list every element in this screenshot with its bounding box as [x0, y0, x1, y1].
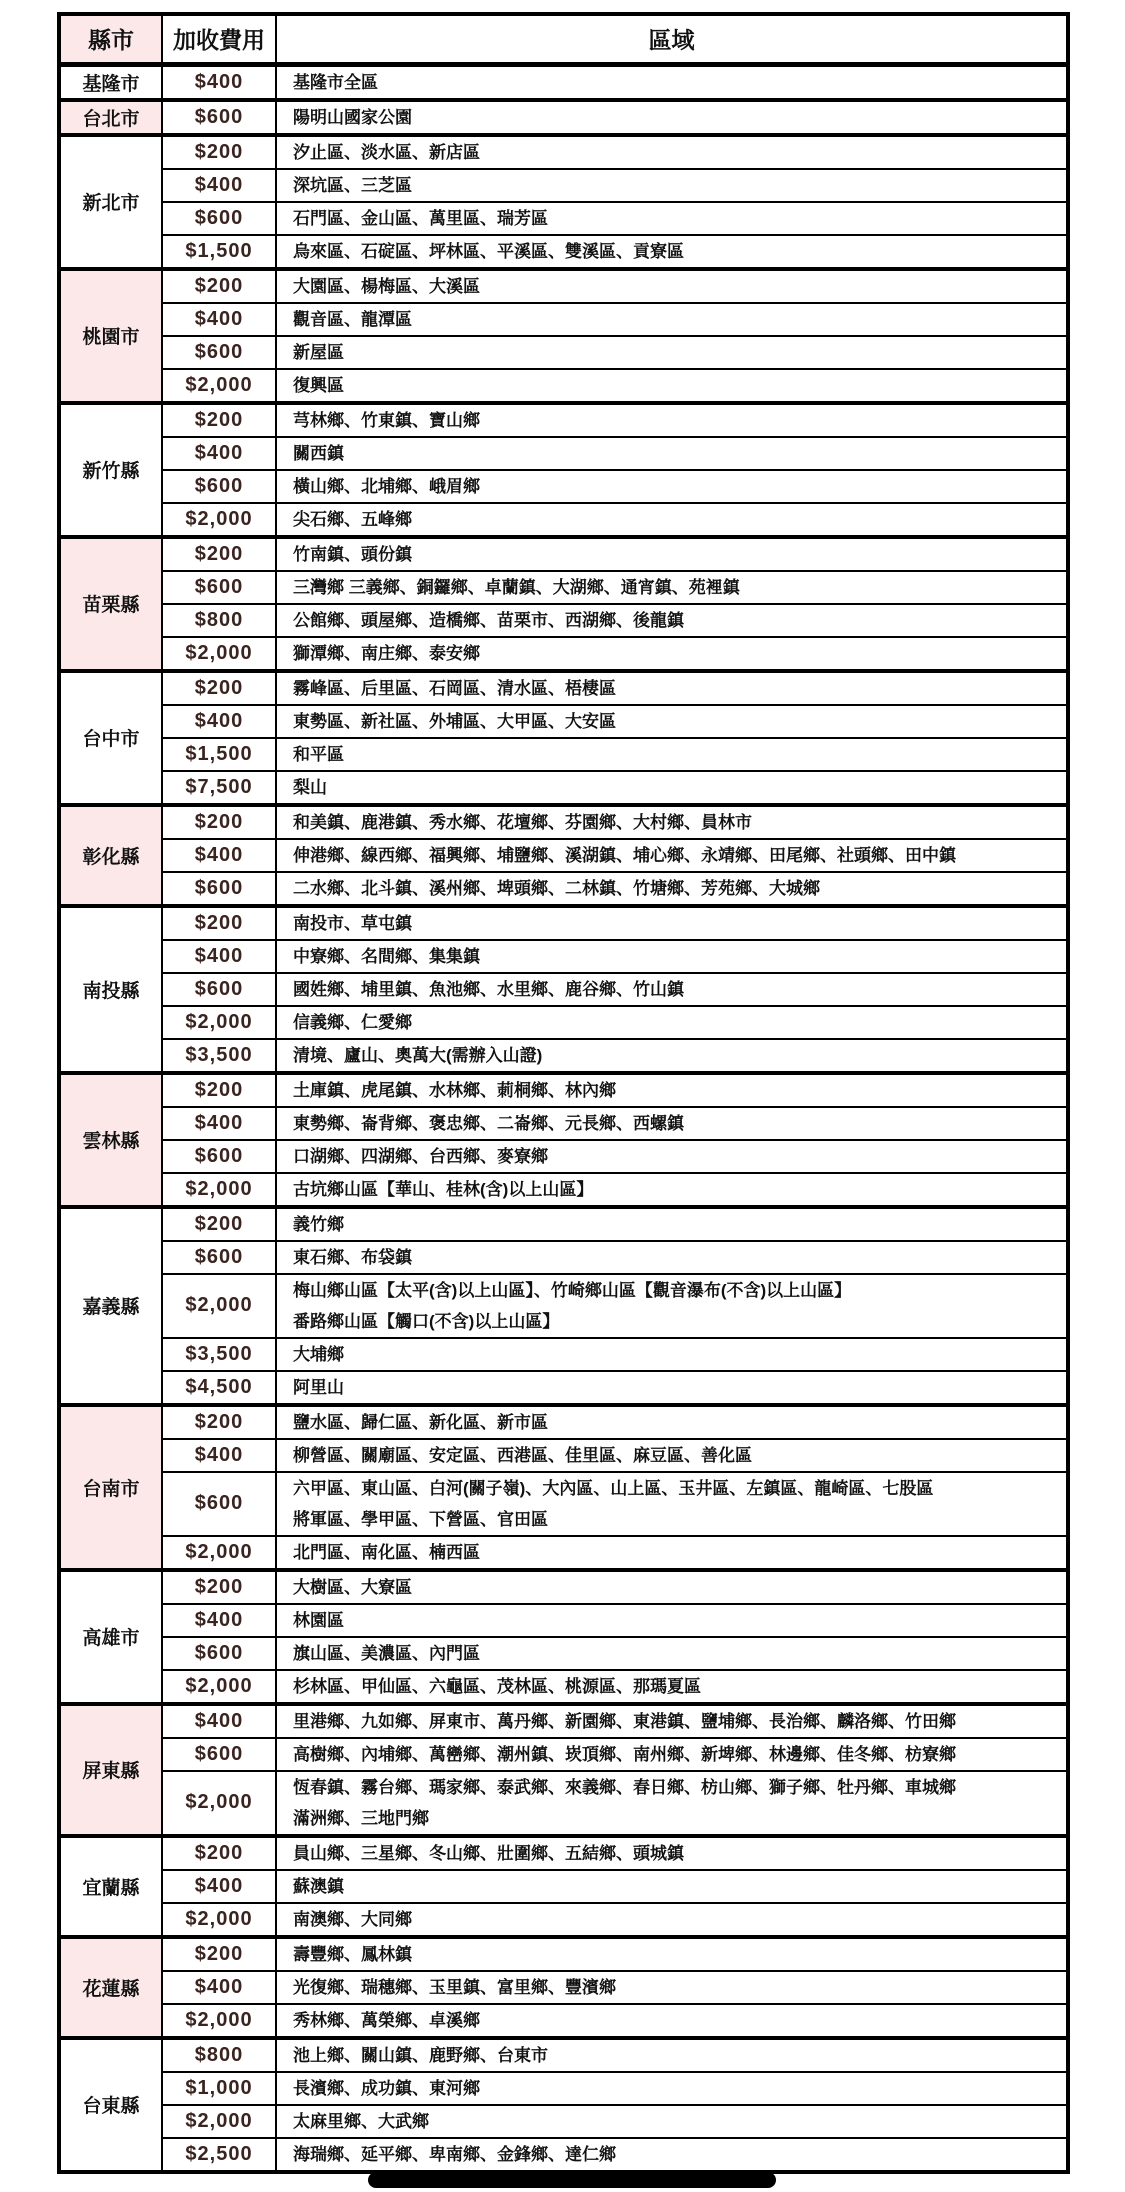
- fee-cell: $400: [162, 839, 276, 872]
- table-row: [59, 1704, 1068, 1738]
- region-cell: [276, 437, 1068, 470]
- region-line: 汐止區、淡水區、新店區: [293, 142, 480, 162]
- table-row: [59, 1338, 1068, 1371]
- region-line: 海瑞鄉、延平鄉、卑南鄉、金鋒鄉、達仁鄉: [293, 2144, 616, 2164]
- table-row: [59, 1439, 1068, 1472]
- region-line: 柳營區、關廟區、安定區、西港區、佳里區、麻豆區、善化區: [293, 1445, 752, 1465]
- fee-cell: $1,000: [162, 2072, 276, 2105]
- county-cell: 屏東縣: [59, 1704, 162, 1836]
- table-row: [59, 1241, 1068, 1274]
- fee-cell: $200: [162, 1570, 276, 1604]
- county-cell: 苗栗縣: [59, 537, 162, 671]
- fee-cell: $3,500: [162, 1338, 276, 1371]
- region-line: 獅潭鄉、南庄鄉、泰安鄉: [293, 643, 480, 663]
- region-line: 高樹鄉、內埔鄉、萬巒鄉、潮州鎮、崁頂鄉、南州鄉、新埤鄉、林邊鄉、佳冬鄉、枋寮鄉: [293, 1744, 956, 1764]
- fee-cell: $2,000: [162, 503, 276, 537]
- region-cell: [276, 1836, 1068, 1870]
- fee-cell: $2,000: [162, 1274, 276, 1338]
- fee-cell: $2,000: [162, 2105, 276, 2138]
- fee-cell: $2,000: [162, 1903, 276, 1937]
- table-row: [59, 1937, 1068, 1971]
- fee-cell: $600: [162, 1472, 276, 1536]
- fee-cell: $600: [162, 1140, 276, 1173]
- table-row: [59, 1604, 1068, 1637]
- region-cell: [276, 2072, 1068, 2105]
- region-line: 六甲區、東山區、白河(關子嶺)、大內區、山上區、玉井區、左鎮區、龍崎區、七股區: [293, 1478, 934, 1498]
- table-row: [59, 1637, 1068, 1670]
- region-cell: [276, 604, 1068, 637]
- region-cell: [276, 1604, 1068, 1637]
- region-cell: [276, 235, 1068, 269]
- fee-cell: $200: [162, 403, 276, 437]
- region-line: 深坑區、三芝區: [293, 175, 412, 195]
- region-cell: [276, 1937, 1068, 1971]
- fee-cell: $600: [162, 1637, 276, 1670]
- region-cell: [276, 1439, 1068, 1472]
- region-line: 石門區、金山區、萬里區、瑞芳區: [293, 208, 548, 228]
- fee-cell: $600: [162, 872, 276, 906]
- region-cell: [276, 1637, 1068, 1670]
- table-row: [59, 64, 1068, 100]
- region-cell: [276, 637, 1068, 671]
- region-cell: [276, 2004, 1068, 2038]
- table-row: [59, 437, 1068, 470]
- region-cell: [276, 503, 1068, 537]
- county-cell: 花蓮縣: [59, 1937, 162, 2038]
- region-line: 杉林區、甲仙區、六龜區、茂林區、桃源區、那瑪夏區: [293, 1676, 701, 1696]
- region-cell: [276, 705, 1068, 738]
- region-line: 和美鎮、鹿港鎮、秀水鄉、花壇鄉、芬園鄉、大村鄉、員林市: [293, 812, 752, 832]
- fee-cell: $400: [162, 64, 276, 100]
- region-line: 大園區、楊梅區、大溪區: [293, 276, 480, 296]
- table-row: [59, 604, 1068, 637]
- region-cell: [276, 1870, 1068, 1903]
- region-line: 太麻里鄉、大武鄉: [293, 2111, 429, 2131]
- table-row: [59, 2138, 1068, 2172]
- fee-cell: $2,000: [162, 1173, 276, 1207]
- region-line: 伸港鄉、線西鄉、福興鄉、埔鹽鄉、溪湖鎮、埔心鄉、永靖鄉、田尾鄉、社頭鄉、田中鎮: [293, 845, 956, 865]
- region-cell: [276, 671, 1068, 705]
- table-row: [59, 403, 1068, 437]
- fee-cell: $600: [162, 571, 276, 604]
- region-line: 口湖鄉、四湖鄉、台西鄉、麥寮鄉: [293, 1146, 548, 1166]
- fee-cell: $3,500: [162, 1039, 276, 1073]
- table-row: [59, 470, 1068, 503]
- table-row: [59, 169, 1068, 202]
- table-row: [59, 839, 1068, 872]
- region-cell: [276, 537, 1068, 571]
- region-cell: [276, 1771, 1068, 1836]
- fee-cell: $400: [162, 1704, 276, 1738]
- region-cell: [276, 2105, 1068, 2138]
- fee-cell: $400: [162, 1604, 276, 1637]
- region-line: 古坑鄉山區【華山、桂林(含)以上山區】: [293, 1179, 594, 1199]
- region-line: 芎林鄉、竹東鎮、寶山鄉: [293, 410, 480, 430]
- table-row: [59, 537, 1068, 571]
- region-line: 光復鄉、瑞穗鄉、玉里鎮、富里鄉、豐濱鄉: [293, 1977, 616, 1997]
- county-cell: 台中市: [59, 671, 162, 805]
- region-cell: [276, 202, 1068, 235]
- fee-cell: $2,500: [162, 2138, 276, 2172]
- region-cell: [276, 1140, 1068, 1173]
- table-row: [59, 1207, 1068, 1241]
- table-row: [59, 805, 1068, 839]
- region-line: 阿里山: [293, 1377, 344, 1397]
- fee-cell: $200: [162, 537, 276, 571]
- fee-cell: $200: [162, 1405, 276, 1439]
- table-row: [59, 906, 1068, 940]
- region-line: 梅山鄉山區【太平(含)以上山區】、竹崎鄉山區【觀音瀑布(不含)以上山區】: [293, 1280, 852, 1300]
- header-fee: 加收費用: [162, 14, 276, 64]
- fee-cell: $2,000: [162, 637, 276, 671]
- county-cell: 台南市: [59, 1405, 162, 1570]
- region-cell: [276, 906, 1068, 940]
- fee-cell: $400: [162, 169, 276, 202]
- region-cell: [276, 135, 1068, 169]
- region-line: 國姓鄉、埔里鎮、魚池鄉、水里鄉、鹿谷鄉、竹山鎮: [293, 979, 684, 999]
- fee-cell: $7,500: [162, 771, 276, 805]
- fee-cell: $600: [162, 336, 276, 369]
- region-cell: [276, 1039, 1068, 1073]
- region-cell: [276, 571, 1068, 604]
- region-line: 里港鄉、九如鄉、屏東市、萬丹鄉、新園鄉、東港鎮、鹽埔鄉、長治鄉、麟洛鄉、竹田鄉: [293, 1711, 956, 1731]
- table-row: [59, 1039, 1068, 1073]
- region-line: 清境、廬山、奧萬大(需辦入山證): [293, 1045, 543, 1065]
- fee-cell: $200: [162, 1937, 276, 1971]
- table-row: [59, 2038, 1068, 2072]
- region-cell: [276, 1738, 1068, 1771]
- table-row: [59, 872, 1068, 906]
- region-line: 員山鄉、三星鄉、冬山鄉、壯圍鄉、五結鄉、頭城鎮: [293, 1843, 684, 1863]
- header-region: 區域: [276, 14, 1068, 64]
- region-line: 北門區、南化區、楠西區: [293, 1542, 480, 1562]
- county-cell: 台東縣: [59, 2038, 162, 2172]
- table-row: [59, 135, 1068, 169]
- region-line: 滿洲鄉、三地門鄉: [293, 1808, 429, 1828]
- table-header-row: [59, 14, 1068, 64]
- county-cell: 新北市: [59, 135, 162, 269]
- region-cell: [276, 470, 1068, 503]
- region-line: 大埔鄉: [293, 1344, 344, 1364]
- table-row: [59, 1536, 1068, 1570]
- table-row: [59, 1140, 1068, 1173]
- fee-cell: $400: [162, 1870, 276, 1903]
- fee-cell: $200: [162, 135, 276, 169]
- table-row: [59, 1107, 1068, 1140]
- table-row: [59, 1903, 1068, 1937]
- fee-cell: $200: [162, 906, 276, 940]
- fee-cell: $800: [162, 604, 276, 637]
- county-cell: 雲林縣: [59, 1073, 162, 1207]
- fee-cell: $600: [162, 1241, 276, 1274]
- table-row: [59, 1870, 1068, 1903]
- table-row: [59, 1771, 1068, 1836]
- region-line: 土庫鎮、虎尾鎮、水林鄉、莿桐鄉、林內鄉: [293, 1080, 616, 1100]
- table-row: [59, 637, 1068, 671]
- table-row: [59, 771, 1068, 805]
- surcharge-fee-table: [57, 12, 1070, 2174]
- region-cell: [276, 805, 1068, 839]
- region-cell: [276, 269, 1068, 303]
- region-cell: [276, 1670, 1068, 1704]
- fee-cell: $2,000: [162, 1670, 276, 1704]
- fee-cell: $2,000: [162, 2004, 276, 2038]
- region-line: 尖石鄉、五峰鄉: [293, 509, 412, 529]
- county-cell: 高雄市: [59, 1570, 162, 1704]
- region-line: 和平區: [293, 744, 344, 764]
- region-line: 蘇澳鎮: [293, 1876, 344, 1896]
- region-cell: [276, 1241, 1068, 1274]
- region-cell: [276, 303, 1068, 336]
- fee-cell: $600: [162, 100, 276, 135]
- table-row: [59, 202, 1068, 235]
- region-cell: [276, 940, 1068, 973]
- county-cell: 南投縣: [59, 906, 162, 1073]
- region-line: 池上鄉、關山鎮、鹿野鄉、台東市: [293, 2045, 548, 2065]
- region-cell: [276, 1006, 1068, 1039]
- region-line: 關西鎮: [293, 443, 344, 463]
- region-line: 梨山: [293, 777, 327, 797]
- table-row: [59, 1274, 1068, 1338]
- table-row: [59, 738, 1068, 771]
- region-line: 東勢鄉、崙背鄉、褒忠鄉、二崙鄉、元長鄉、西螺鎮: [293, 1113, 684, 1133]
- county-cell: 新竹縣: [59, 403, 162, 537]
- region-cell: [276, 1903, 1068, 1937]
- fee-cell: $200: [162, 269, 276, 303]
- region-line: 義竹鄉: [293, 1214, 344, 1234]
- region-line: 基隆市全區: [293, 72, 378, 92]
- table-row: [59, 2072, 1068, 2105]
- fee-cell: $2,000: [162, 1771, 276, 1836]
- region-cell: [276, 1107, 1068, 1140]
- table-row: [59, 100, 1068, 135]
- fee-cell: $400: [162, 940, 276, 973]
- region-line: 壽豐鄉、鳳林鎮: [293, 1944, 412, 1964]
- fee-cell: $1,500: [162, 738, 276, 771]
- table-row: [59, 269, 1068, 303]
- fee-cell: $200: [162, 1836, 276, 1870]
- region-cell: [276, 2038, 1068, 2072]
- fee-table-body: [59, 64, 1068, 2172]
- fee-cell: $600: [162, 1738, 276, 1771]
- region-line: 二水鄉、北斗鎮、溪州鄉、埤頭鄉、二林鎮、竹塘鄉、芳苑鄉、大城鄉: [293, 878, 820, 898]
- region-cell: [276, 1371, 1068, 1405]
- fee-cell: $2,000: [162, 1536, 276, 1570]
- table-row: [59, 1371, 1068, 1405]
- region-cell: [276, 1073, 1068, 1107]
- fee-cell: $400: [162, 1971, 276, 2004]
- region-line: 秀林鄉、萬榮鄉、卓溪鄉: [293, 2010, 480, 2030]
- table-row: [59, 2004, 1068, 2038]
- table-row: [59, 303, 1068, 336]
- fee-cell: $600: [162, 470, 276, 503]
- table-row: [59, 369, 1068, 403]
- region-cell: [276, 1405, 1068, 1439]
- region-line: 烏來區、石碇區、坪林區、平溪區、雙溪區、貢寮區: [293, 241, 684, 261]
- fee-cell: $2,000: [162, 369, 276, 403]
- fee-cell: $200: [162, 1207, 276, 1241]
- county-cell: 基隆市: [59, 64, 162, 100]
- fee-cell: $200: [162, 805, 276, 839]
- table-row: [59, 1173, 1068, 1207]
- region-line: 三灣鄉 三義鄉、銅鑼鄉、卓蘭鎮、大湖鄉、通宵鎮、苑裡鎮: [293, 577, 740, 597]
- table-row: [59, 2105, 1068, 2138]
- region-cell: [276, 1173, 1068, 1207]
- region-line: 林園區: [293, 1610, 344, 1630]
- county-cell: 台北市: [59, 100, 162, 135]
- region-cell: [276, 100, 1068, 135]
- county-cell: 宜蘭縣: [59, 1836, 162, 1937]
- region-cell: [276, 1536, 1068, 1570]
- fee-cell: $200: [162, 1073, 276, 1107]
- region-line: 東勢區、新社區、外埔區、大甲區、大安區: [293, 711, 616, 731]
- region-cell: [276, 839, 1068, 872]
- table-row: [59, 1472, 1068, 1536]
- region-line: 新屋區: [293, 342, 344, 362]
- region-line: 南澳鄉、大同鄉: [293, 1909, 412, 1929]
- region-cell: [276, 403, 1068, 437]
- region-line: 中寮鄉、名間鄉、集集鎮: [293, 946, 480, 966]
- region-cell: [276, 738, 1068, 771]
- table-row: [59, 1738, 1068, 1771]
- fee-cell: $400: [162, 437, 276, 470]
- region-line: 大樹區、大寮區: [293, 1577, 412, 1597]
- region-line: 將軍區、學甲區、下營區、官田區: [293, 1509, 548, 1529]
- region-line: 霧峰區、后里區、石岡區、清水區、梧棲區: [293, 678, 616, 698]
- region-line: 恆春鎮、霧台鄉、瑪家鄉、泰武鄉、來義鄉、春日鄉、枋山鄉、獅子鄉、牡丹鄉、車城鄉: [293, 1777, 956, 1797]
- table-row: [59, 973, 1068, 1006]
- region-line: 橫山鄉、北埔鄉、峨眉鄉: [293, 476, 480, 496]
- table-row: [59, 1073, 1068, 1107]
- region-cell: [276, 973, 1068, 1006]
- fee-cell: $800: [162, 2038, 276, 2072]
- fee-cell: $400: [162, 1439, 276, 1472]
- fee-cell: $600: [162, 973, 276, 1006]
- region-line: 公館鄉、頭屋鄉、造橋鄉、苗栗市、西湖鄉、後龍鎮: [293, 610, 684, 630]
- region-line: 陽明山國家公園: [293, 107, 412, 127]
- region-cell: [276, 1971, 1068, 2004]
- region-cell: [276, 1207, 1068, 1241]
- county-cell: 桃園市: [59, 269, 162, 403]
- table-row: [59, 571, 1068, 604]
- region-cell: [276, 1472, 1068, 1536]
- table-row: [59, 1836, 1068, 1870]
- table-row: [59, 705, 1068, 738]
- table-row: [59, 336, 1068, 369]
- region-cell: [276, 1704, 1068, 1738]
- table-row: [59, 1971, 1068, 2004]
- table-row: [59, 1405, 1068, 1439]
- fee-cell: $400: [162, 1107, 276, 1140]
- header-county: 縣市: [59, 14, 162, 64]
- region-cell: [276, 2138, 1068, 2172]
- region-line: 信義鄉、仁愛鄉: [293, 1012, 412, 1032]
- fee-cell: $400: [162, 303, 276, 336]
- region-cell: [276, 872, 1068, 906]
- fee-cell: $1,500: [162, 235, 276, 269]
- table-row: [59, 1670, 1068, 1704]
- fee-cell: $200: [162, 671, 276, 705]
- region-cell: [276, 64, 1068, 100]
- table-row: [59, 503, 1068, 537]
- region-line: 南投市、草屯鎮: [293, 913, 412, 933]
- region-cell: [276, 771, 1068, 805]
- table-row: [59, 1006, 1068, 1039]
- table-row: [59, 671, 1068, 705]
- table-row: [59, 940, 1068, 973]
- fee-cell: $2,000: [162, 1006, 276, 1039]
- region-cell: [276, 1274, 1068, 1338]
- table-row: [59, 1570, 1068, 1604]
- fee-cell: $4,500: [162, 1371, 276, 1405]
- region-cell: [276, 369, 1068, 403]
- region-cell: [276, 1338, 1068, 1371]
- fee-cell: $400: [162, 705, 276, 738]
- county-cell: 彰化縣: [59, 805, 162, 906]
- region-cell: [276, 1570, 1068, 1604]
- region-line: 長濱鄉、成功鎮、東河鄉: [293, 2078, 480, 2098]
- region-line: 番路鄉山區【觸口(不含)以上山區】: [293, 1311, 560, 1331]
- fee-cell: $600: [162, 202, 276, 235]
- region-cell: [276, 169, 1068, 202]
- region-line: 東石鄉、布袋鎮: [293, 1247, 412, 1267]
- region-line: 竹南鎮、頭份鎮: [293, 544, 412, 564]
- region-line: 鹽水區、歸仁區、新化區、新市區: [293, 1412, 548, 1432]
- region-line: 旗山區、美濃區、內門區: [293, 1643, 480, 1663]
- region-cell: [276, 336, 1068, 369]
- region-line: 觀音區、龍潭區: [293, 309, 412, 329]
- county-cell: 嘉義縣: [59, 1207, 162, 1405]
- home-indicator-bar[interactable]: [368, 2172, 776, 2188]
- region-line: 復興區: [293, 375, 344, 395]
- table-row: [59, 235, 1068, 269]
